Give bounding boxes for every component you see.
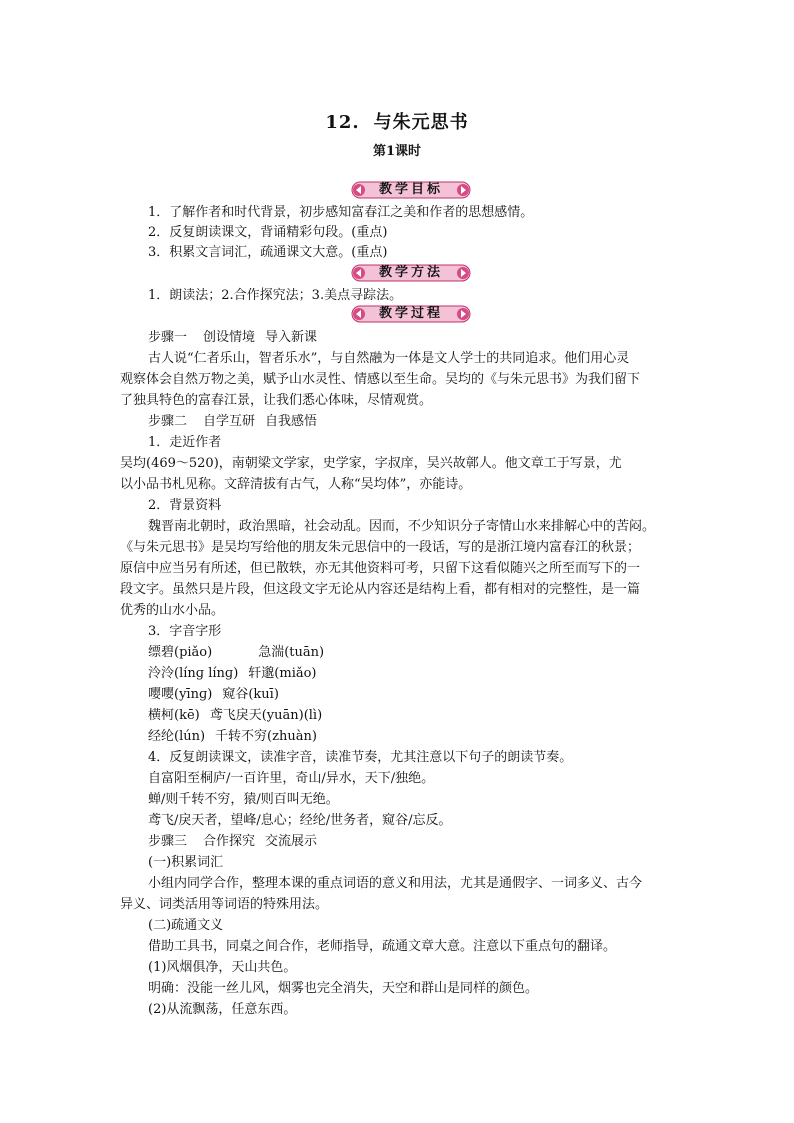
step-title: 创设情境 [203,330,256,345]
paragraph-line: 《与朱元思书》是吴均写给他的朋友朱元思信中的一段话，写的是浙江境内富春江的秋景； [120,540,641,555]
vocab-item: 泠泠(línɡ línɡ) [148,666,239,681]
banner-teaching-methods [348,264,474,282]
paragraph-line: 吴均(469～520)，南朝梁文学家，史学家，字叔庠，吴兴故鄣人。他文章工于写景，尤 [120,456,622,471]
paragraph-line: 借助工具书，同桌之间合作，老师指导，疏通文章大意。注意以下重点句的翻译。 [148,939,617,954]
vocab-item: 鸢飞戾天(yuān)(lì) [209,708,323,723]
objective-line: 2．反复朗读课文，背诵精彩句段。(重点) [148,225,388,240]
vocab-item: 窥谷(kuī) [222,687,279,702]
lesson-number: 12. [325,112,360,133]
paragraph-line: 了独具特色的富春江景，让我们悉心体味，尽情观赏。 [120,393,433,408]
subheading: 4．反复朗读课文，读准字音，读准节奏，尤其注意以下句子的朗读节奏。 [148,750,573,765]
subheading: 2．背景资料 [148,498,222,513]
step-title: 合作探究 [203,834,256,849]
answer-line: 明确：没能一丝儿风，烟雾也完全消失，天空和群山是同样的颜色。 [148,981,539,996]
rhythm-line: 蝉/则千转不穷，猿/则百叫无绝。 [148,792,339,807]
step-title: 自我感悟 [265,414,318,429]
objective-line: 1．了解作者和时代背景，初步感知富春江之美和作者的思想感情。 [148,205,534,220]
banner-teaching-process [348,305,474,323]
step-heading [148,414,317,430]
vocab-row [148,687,279,703]
paragraph-line: 小组内同学合作，整理本课的重点词语的意义和用法，尤其是通假字、一词多义、古今 [148,876,643,891]
objective-line: 3．积累文言词汇，疏通课文大意。(重点) [148,245,388,260]
step-title: 导入新课 [265,330,318,345]
vocab-row [148,729,317,745]
paragraph-line: 魏晋南北朝时，政治黑暗，社会动乱。因而，不少知识分子寄情山水来排解心中的苦闷。 [148,519,656,534]
step-heading [148,330,317,346]
vocab-item: 缥碧(piǎo) [148,645,213,660]
step-heading [148,834,317,850]
vocab-row [148,645,324,661]
vocab-item: 经纶(lún) [148,729,206,744]
lesson-subtitle: 第1课时 [372,144,422,159]
vocab-item: 横柯(kē) [148,708,200,723]
subheading: (二)疏通文义 [148,918,224,933]
vocab-item: 嘤嘤(yīnɡ) [148,687,213,702]
paragraph-line: 优秀的山水小品。 [120,603,225,618]
step-number: 步骤三 [148,834,188,849]
step-number: 步骤一 [148,330,188,345]
methods-line: 1．朗读法；2.合作探究法；3.美点寻踪法。 [148,288,403,303]
banner-label: 教学方法 [378,265,443,280]
vocab-item: 急湍(tuān) [258,645,325,660]
step-title: 交流展示 [265,834,318,849]
step-title: 自学互研 [203,414,256,429]
paragraph-line: 段文字。虽然只是片段，但这段文字无论从内容还是结构上看，都有相对的完整性，是一篇 [120,582,641,597]
question-line: (2)从流飘荡，任意东西。 [148,1002,297,1017]
banner-teaching-objectives [348,181,474,199]
vocab-row [148,708,322,724]
paragraph-line: 以小品书札见称。文辞清拔有古气，人称“吴均体”，亦能诗。 [120,477,472,492]
subheading: 1．走近作者 [148,435,222,450]
vocab-item: 轩邈(miǎo) [248,666,317,681]
step-number: 步骤二 [148,414,188,429]
rhythm-line: 鸢飞/戾天者，望峰/息心；经纶/世务者，窥谷/忘反。 [148,813,452,828]
paragraph-line: 观察体会自然万物之美，赋予山水灵性、情感以至生命。吴均的《与朱元思书》为我们留下 [120,372,641,387]
question-line: (1)风烟俱净，天山共色。 [148,960,297,975]
banner-label: 教学过程 [378,306,443,321]
paragraph-line: 古人说“仁者乐山，智者乐水”，与自然融为一体是文人学士的共同追求。他们用心灵 [148,351,630,366]
vocab-item: 千转不穷(zhuàn) [215,729,317,744]
banner-label: 教学目标 [378,182,443,197]
lesson-title-text: 与朱元思书 [373,112,469,133]
subheading: (一)积累词汇 [148,855,224,870]
paragraph-line: 异义、词类活用等词语的特殊用法。 [120,897,329,912]
lesson-title [0,108,794,134]
paragraph-line: 原信中应当另有所述，但已散轶，亦无其他资料可考，只留下这看似随兴之所至而写下的一 [120,561,641,576]
vocab-row [148,666,317,682]
rhythm-line: 自富阳至桐庐/一百许里，奇山/异水，天下/独绝。 [148,771,435,786]
subheading: 3．字音字形 [148,624,222,639]
